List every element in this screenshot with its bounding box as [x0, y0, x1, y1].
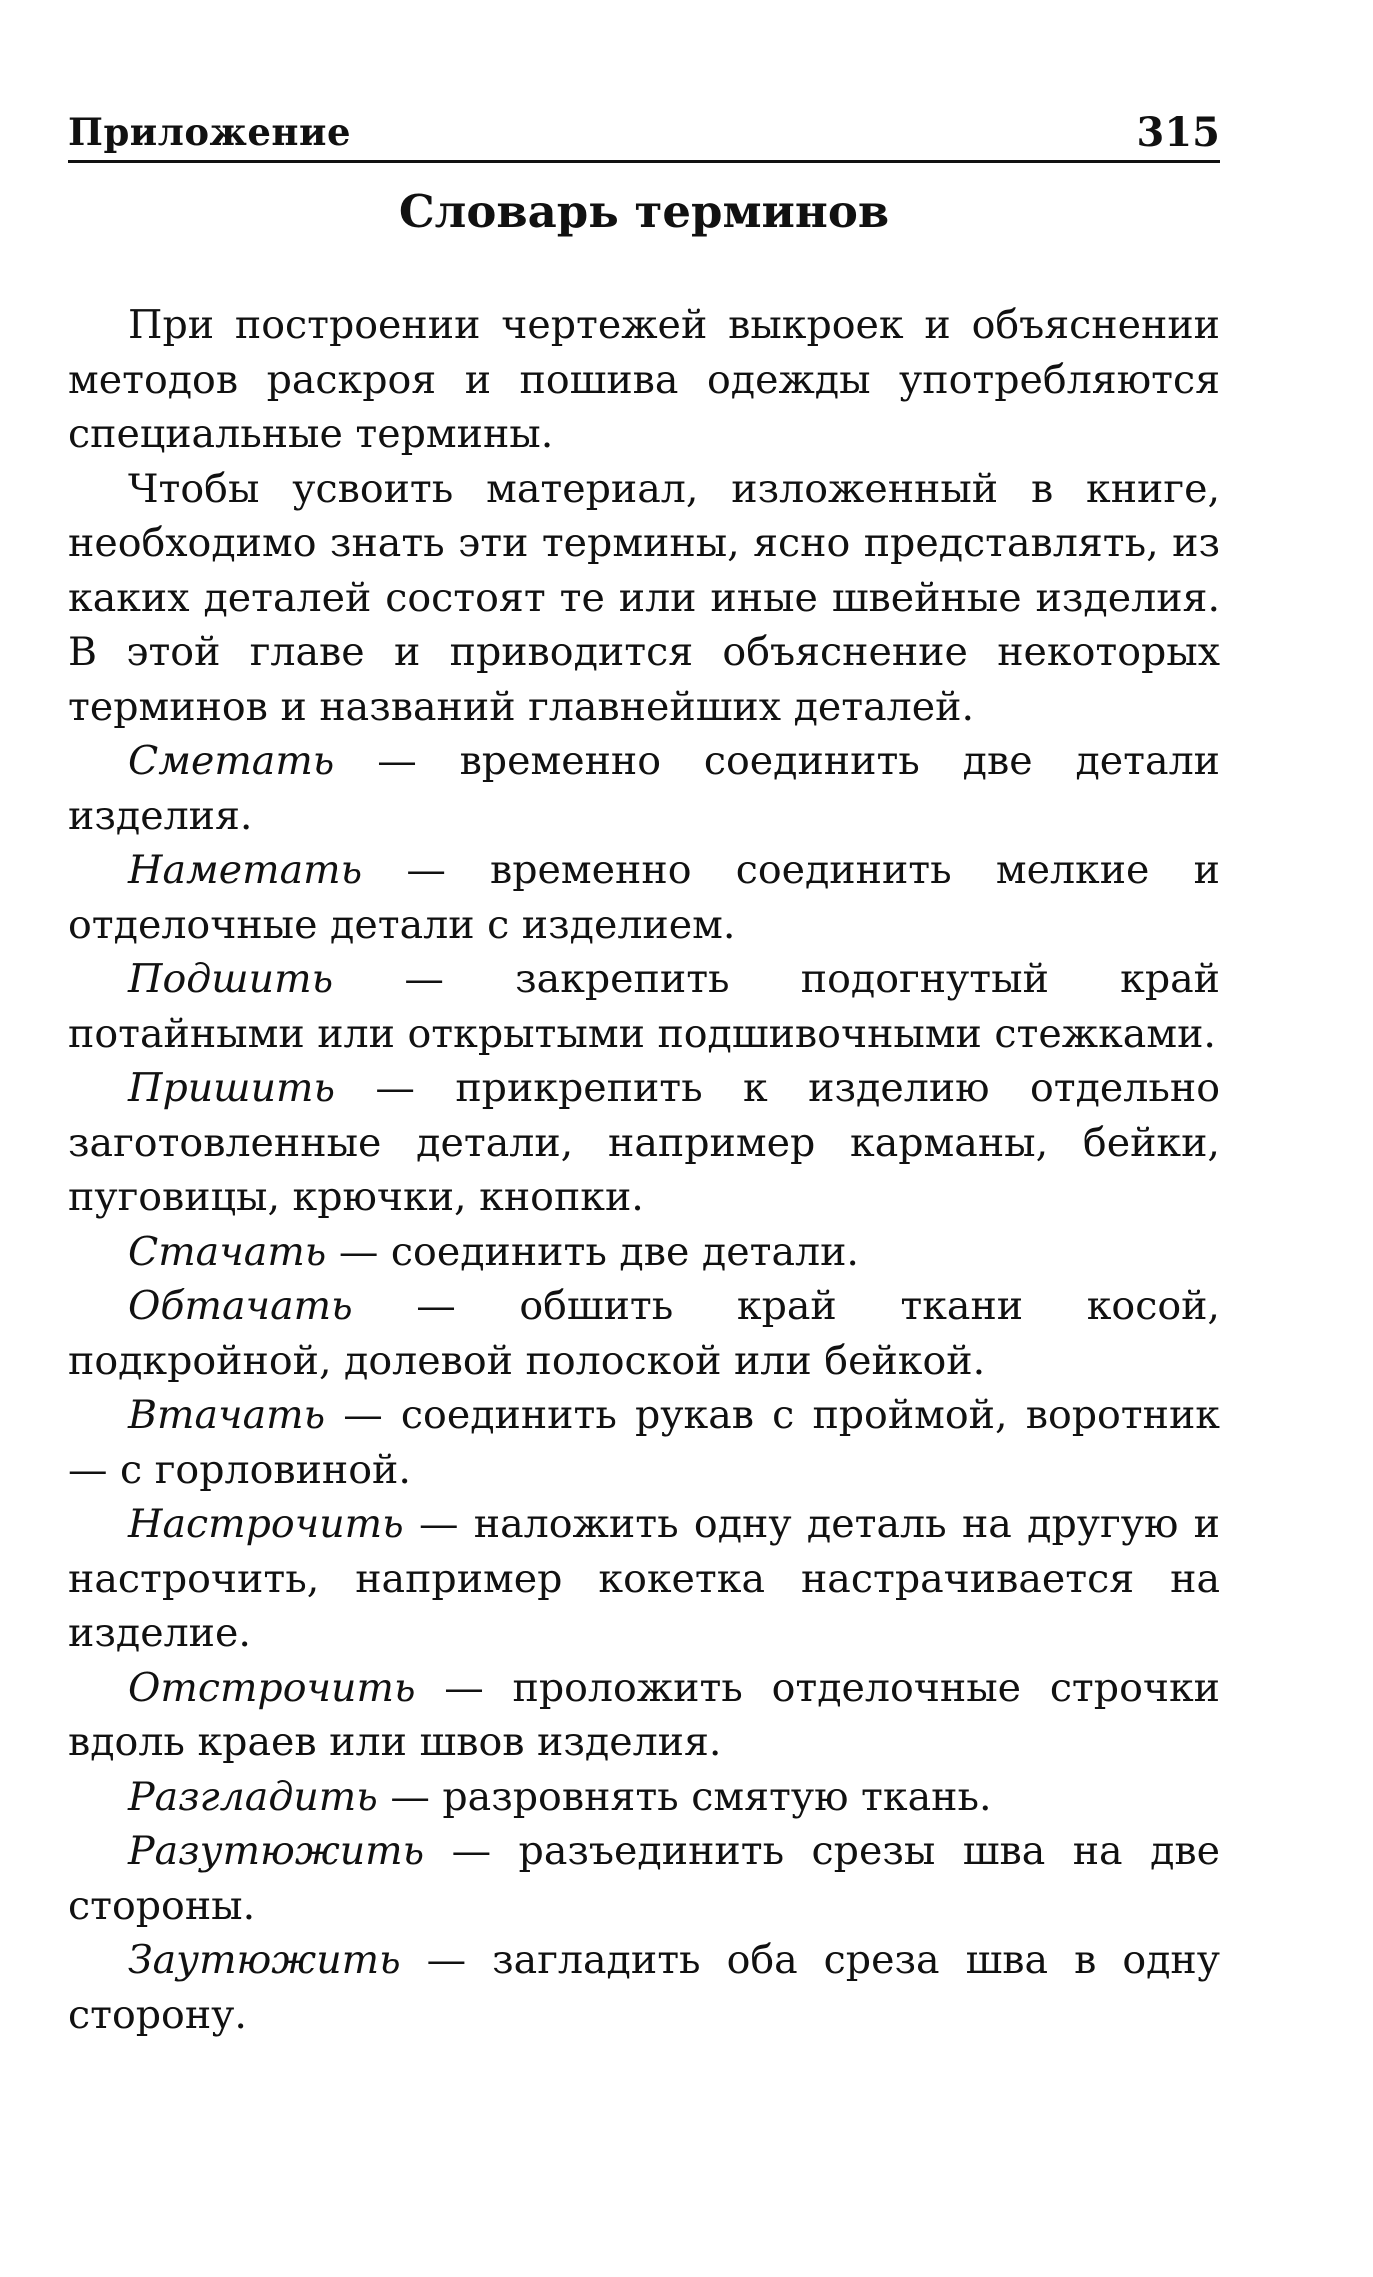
glossary-entry: [68, 1279, 1220, 1388]
glossary-entry: [68, 1824, 1220, 1933]
glossary-definition: — разъединить срезы шва на две стороны.: [68, 1828, 1220, 1929]
page-title: Словарь терминов: [398, 185, 890, 238]
glossary-term: Стачать: [128, 1228, 327, 1275]
page-number: 315: [1136, 109, 1220, 156]
glossary-definition: — соединить две детали.: [326, 1228, 859, 1275]
glossary-definition: — проложить отделочные строчки вдоль краев или швов изделия.: [68, 1664, 1220, 1765]
glossary-definition: — временно соединить две детали изделия.: [68, 738, 1220, 839]
glossary-entry: [68, 734, 1220, 843]
glossary-definition: — соединить рукав с проймой, воротник — с горловиной.: [68, 1392, 1220, 1493]
glossary-definition: — загладить оба среза шва в одну сторону.: [68, 1937, 1220, 2038]
glossary-entry: [68, 1388, 1220, 1497]
glossary-definition: — наложить одну деталь на другую и настрочить, например кокетка настрачивается на изделие.: [68, 1501, 1220, 1656]
glossary-term: Разгладить: [128, 1773, 378, 1820]
glossary-term: Пришить: [128, 1065, 335, 1111]
book-page: [68, 100, 1220, 2042]
intro-paragraph: Чтобы усвоить материал, изложенный в книге, необходимо знать эти термины, ясно представлять, из каких деталей состоят те или иные швейные изделия. В этой главе и приводится объяснение некоторых терминов и названий главнейших деталей.: [68, 465, 1220, 730]
glossary-term: Сметать: [128, 738, 335, 784]
glossary-term: Отстрочить: [128, 1664, 416, 1711]
glossary-term: Заутюжить: [128, 1937, 401, 1983]
glossary-definition: — обшить край ткани косой, подкройной, долевой полоской или бейкой.: [68, 1283, 1220, 1384]
glossary-entry: [68, 1770, 1220, 1825]
glossary-term: Настрочить: [128, 1501, 404, 1547]
glossary-definition: — закрепить подогнутый край потайными или открытыми подшивочными стежками.: [68, 956, 1220, 1057]
glossary-definition: — разровнять смятую ткань.: [377, 1773, 992, 1820]
glossary-entry: [68, 1497, 1220, 1661]
glossary-entry: [68, 1933, 1220, 2042]
glossary-definition: — прикрепить к изделию отдельно заготовленные детали, например карманы, бейки, пуговицы, крючки, кнопки.: [68, 1065, 1220, 1220]
glossary-term: Наметать: [128, 847, 363, 893]
intro-paragraph: При построении чертежей выкроек и объяснении методов раскроя и пошива одежды употребляются специальные термины.: [68, 302, 1220, 457]
glossary-entry: [68, 1061, 1220, 1225]
glossary-term: Втачать: [128, 1392, 326, 1438]
glossary-term: Разутюжить: [128, 1828, 425, 1874]
glossary-entry: [68, 952, 1220, 1061]
glossary-definition: — временно соединить мелкие и отделочные детали с изделием.: [68, 847, 1220, 948]
section-title: Приложение: [68, 110, 351, 154]
glossary-entry: [68, 1661, 1220, 1770]
glossary-term: Подшить: [128, 956, 334, 1002]
glossary-entry: [68, 1225, 1220, 1280]
glossary-term: Обтачать: [128, 1283, 353, 1329]
running-header: [68, 100, 1220, 163]
glossary-entry: [68, 843, 1220, 952]
